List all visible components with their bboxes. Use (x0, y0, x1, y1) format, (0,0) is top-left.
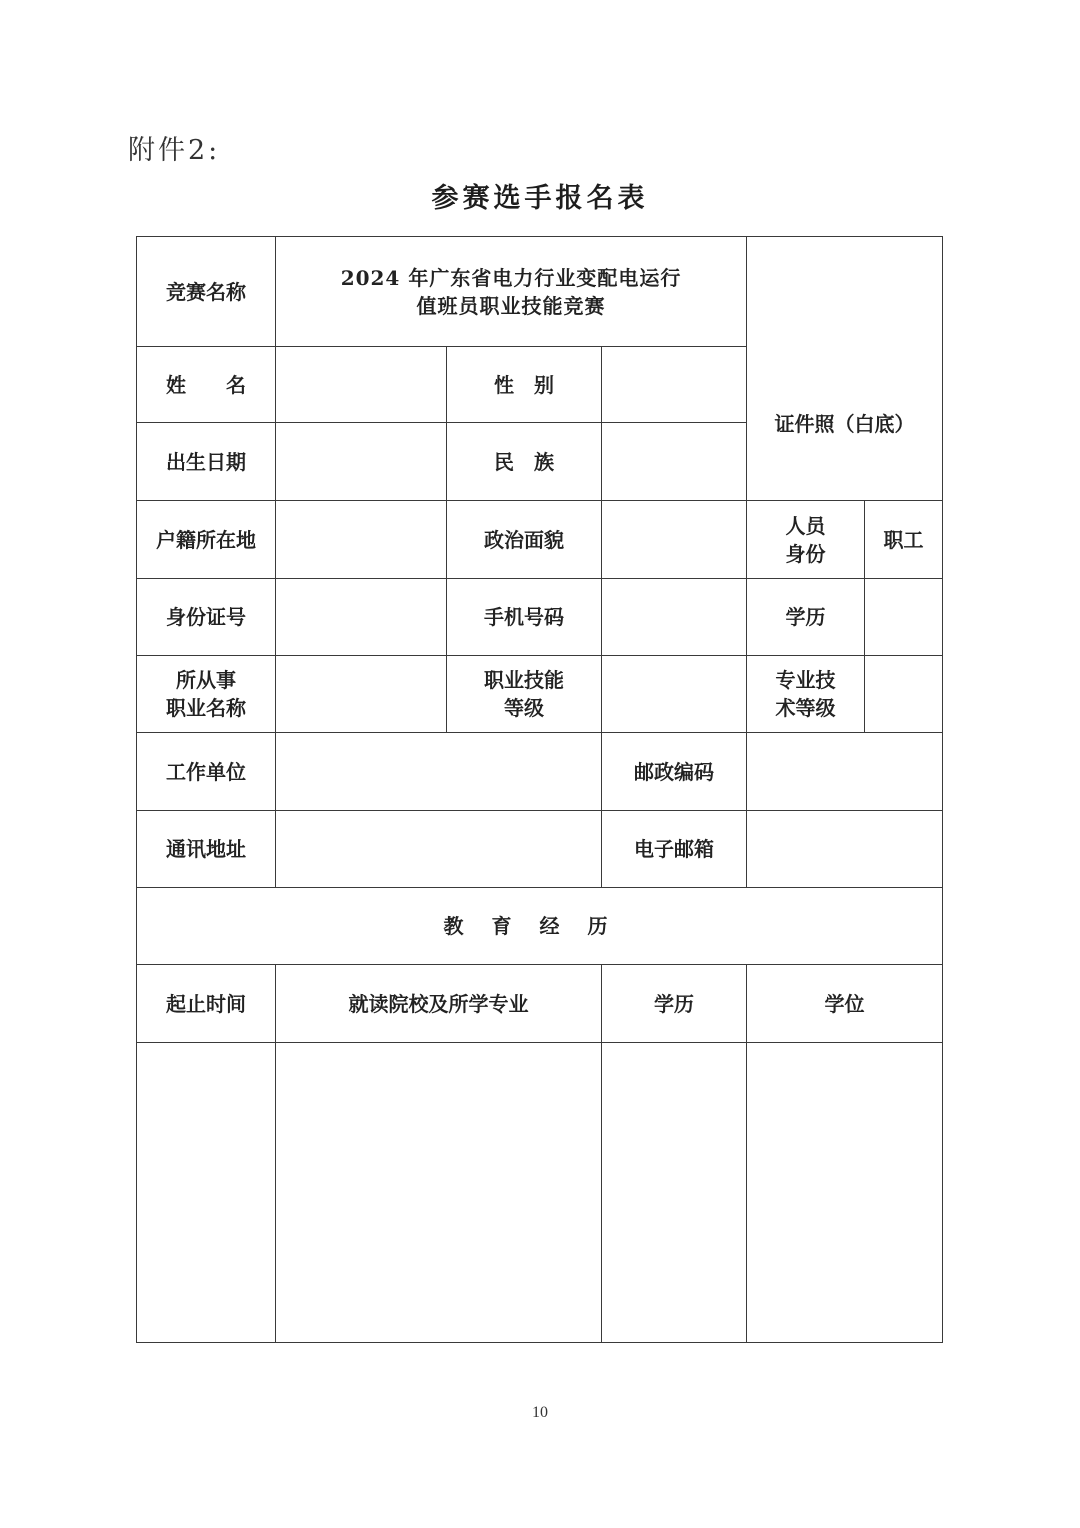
identity-value[interactable]: 职工 (865, 501, 943, 579)
education-level-field[interactable] (865, 579, 943, 656)
phone-label: 手机号码 (447, 579, 602, 656)
competition-name-label: 竞赛名称 (137, 237, 276, 347)
name-field[interactable] (276, 347, 447, 423)
ethnicity-field[interactable] (602, 423, 747, 501)
address-field[interactable] (276, 811, 602, 888)
id-number-label: 身份证号 (137, 579, 276, 656)
attachment-label: 附件2: (128, 135, 221, 166)
address-label: 通讯地址 (137, 811, 276, 888)
competition-name-line1: 2024 年广东省电力行业变配电运行 (340, 265, 682, 290)
occupation-label-line1: 所从事 (176, 668, 236, 692)
edu-degree-field[interactable] (747, 1043, 943, 1343)
photo-label: 证件照（白底） (774, 411, 915, 436)
phone-field[interactable] (602, 579, 747, 656)
page-title: 参赛选手报名表 (431, 183, 649, 214)
name-label: 姓 名 (137, 347, 276, 423)
tech-level-field[interactable] (865, 656, 943, 733)
tech-level-label-line2: 术等级 (775, 696, 836, 720)
birth-date-label: 出生日期 (137, 423, 276, 501)
skill-level-field[interactable] (602, 656, 747, 733)
skill-level-label (447, 656, 602, 733)
political-status-label: 政治面貌 (447, 501, 602, 579)
identity-label-line2: 身份 (785, 541, 826, 566)
page-number: 10 (532, 1404, 548, 1421)
occupation-field[interactable] (276, 656, 447, 733)
competition-name-value (276, 237, 747, 347)
photo-box[interactable] (747, 237, 943, 501)
registration-form (136, 236, 943, 1343)
skill-level-label-line2: 等级 (504, 696, 544, 720)
identity-label (747, 501, 865, 579)
education-level-label: 学历 (747, 579, 865, 656)
edu-header-degree: 学位 (747, 965, 943, 1043)
edu-period-field[interactable] (137, 1043, 276, 1343)
occupation-label-line2: 职业名称 (166, 696, 246, 720)
education-section-title: 教育经历 (137, 888, 943, 965)
employer-label: 工作单位 (137, 733, 276, 811)
hukou-label: 户籍所在地 (137, 501, 276, 579)
hukou-field[interactable] (276, 501, 447, 579)
identity-label-line1: 人员 (785, 513, 826, 538)
edu-header-school-major: 就读院校及所学专业 (276, 965, 602, 1043)
edu-school-major-field[interactable] (276, 1043, 602, 1343)
skill-level-label-line1: 职业技能 (484, 668, 564, 692)
edu-header-degree-level: 学历 (602, 965, 747, 1043)
competition-name-line2: 值班员职业技能竞赛 (416, 293, 606, 318)
political-status-field[interactable] (602, 501, 747, 579)
employer-field[interactable] (276, 733, 602, 811)
gender-field[interactable] (602, 347, 747, 423)
postcode-field[interactable] (747, 733, 943, 811)
birth-date-field[interactable] (276, 423, 447, 501)
ethnicity-label: 民 族 (447, 423, 602, 501)
edu-degree-level-field[interactable] (602, 1043, 747, 1343)
tech-level-label (747, 656, 865, 733)
email-field[interactable] (747, 811, 943, 888)
gender-label: 性 别 (447, 347, 602, 423)
tech-level-label-line1: 专业技 (775, 668, 836, 692)
postcode-label: 邮政编码 (602, 733, 747, 811)
id-number-field[interactable] (276, 579, 447, 656)
edu-header-period: 起止时间 (137, 965, 276, 1043)
occupation-label (137, 656, 276, 733)
email-label: 电子邮箱 (602, 811, 747, 888)
